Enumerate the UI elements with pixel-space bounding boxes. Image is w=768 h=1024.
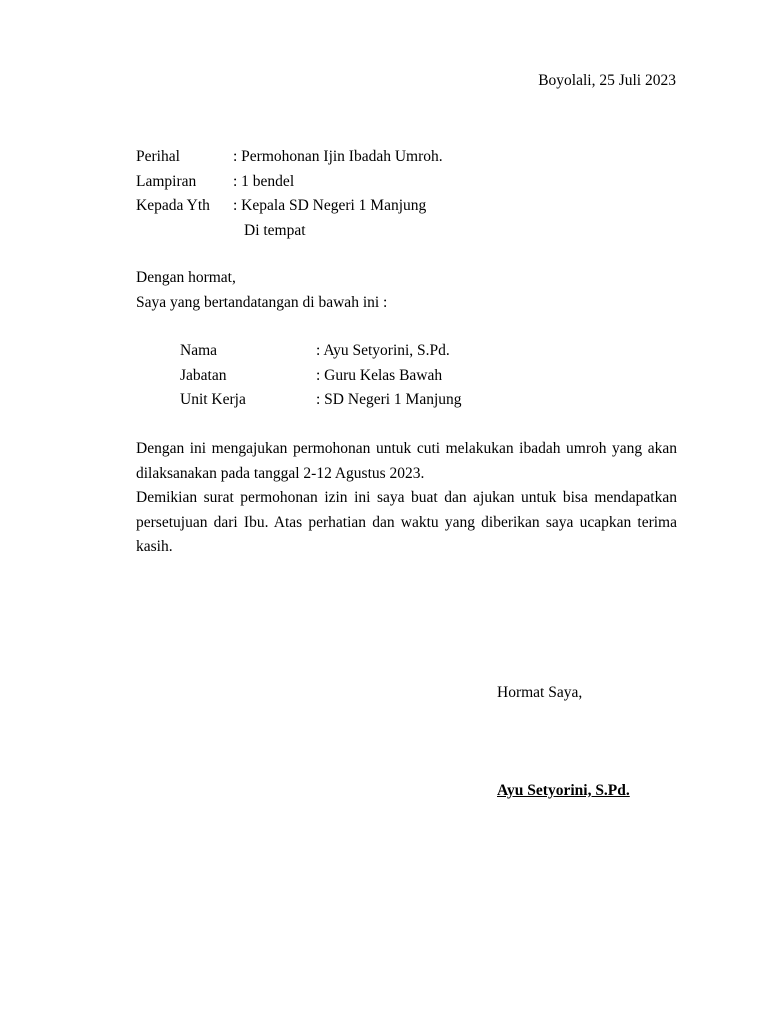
attachment-row bbox=[136, 170, 443, 195]
position-value: : Guru Kelas Bawah bbox=[316, 366, 443, 384]
letter-body bbox=[136, 437, 677, 560]
recipient-value: : Kepala SD Negeri 1 Manjung bbox=[233, 197, 427, 214]
place-date: Boyolali, 25 Juli 2023 bbox=[538, 72, 676, 89]
name-row bbox=[180, 339, 462, 364]
recipient-place: Di tempat bbox=[244, 221, 306, 239]
position-row bbox=[180, 364, 462, 389]
unit-value: : SD Negeri 1 Manjung bbox=[316, 391, 462, 408]
identity-block bbox=[180, 339, 462, 413]
closing-paragraph: Demikian surat permohonan izin ini saya buat dan ajukan untuk bisa mendapatkan persetujuan dari Ibu. Atas perhatian dan waktu yang diberikan saya ucapkan terima kasih. bbox=[136, 489, 677, 555]
intro-line: Saya yang bertandatangan di bawah ini : bbox=[136, 293, 388, 311]
recipient-place-row bbox=[136, 219, 443, 244]
unit-row bbox=[180, 388, 462, 413]
name-label: Nama bbox=[180, 342, 218, 359]
subject-value: : Permohonan Ijin Ibadah Umroh. bbox=[233, 148, 443, 165]
subject-label: Perihal bbox=[136, 148, 180, 165]
closing-salutation: Hormat Saya, bbox=[497, 684, 583, 701]
subject-row bbox=[136, 145, 443, 170]
signer-name: Ayu Setyorini, S.Pd. bbox=[497, 782, 630, 799]
greeting: Dengan hormat, bbox=[136, 269, 236, 286]
letter-meta bbox=[136, 145, 443, 243]
request-paragraph: Dengan ini mengajukan permohonan untuk cuti melakukan ibadah umroh yang akan dilaksanakan pada tanggal 2-12 Agustus 2023. bbox=[136, 440, 677, 482]
recipient-row bbox=[136, 194, 443, 219]
attachment-value: : 1 bendel bbox=[233, 172, 295, 190]
name-value: : Ayu Setyorini, S.Pd. bbox=[316, 342, 450, 359]
letter-opening bbox=[136, 266, 387, 315]
unit-label: Unit Kerja bbox=[180, 391, 246, 408]
position-label: Jabatan bbox=[180, 366, 227, 384]
attachment-label: Lampiran bbox=[136, 172, 197, 190]
recipient-label: Kepada Yth bbox=[136, 197, 210, 214]
